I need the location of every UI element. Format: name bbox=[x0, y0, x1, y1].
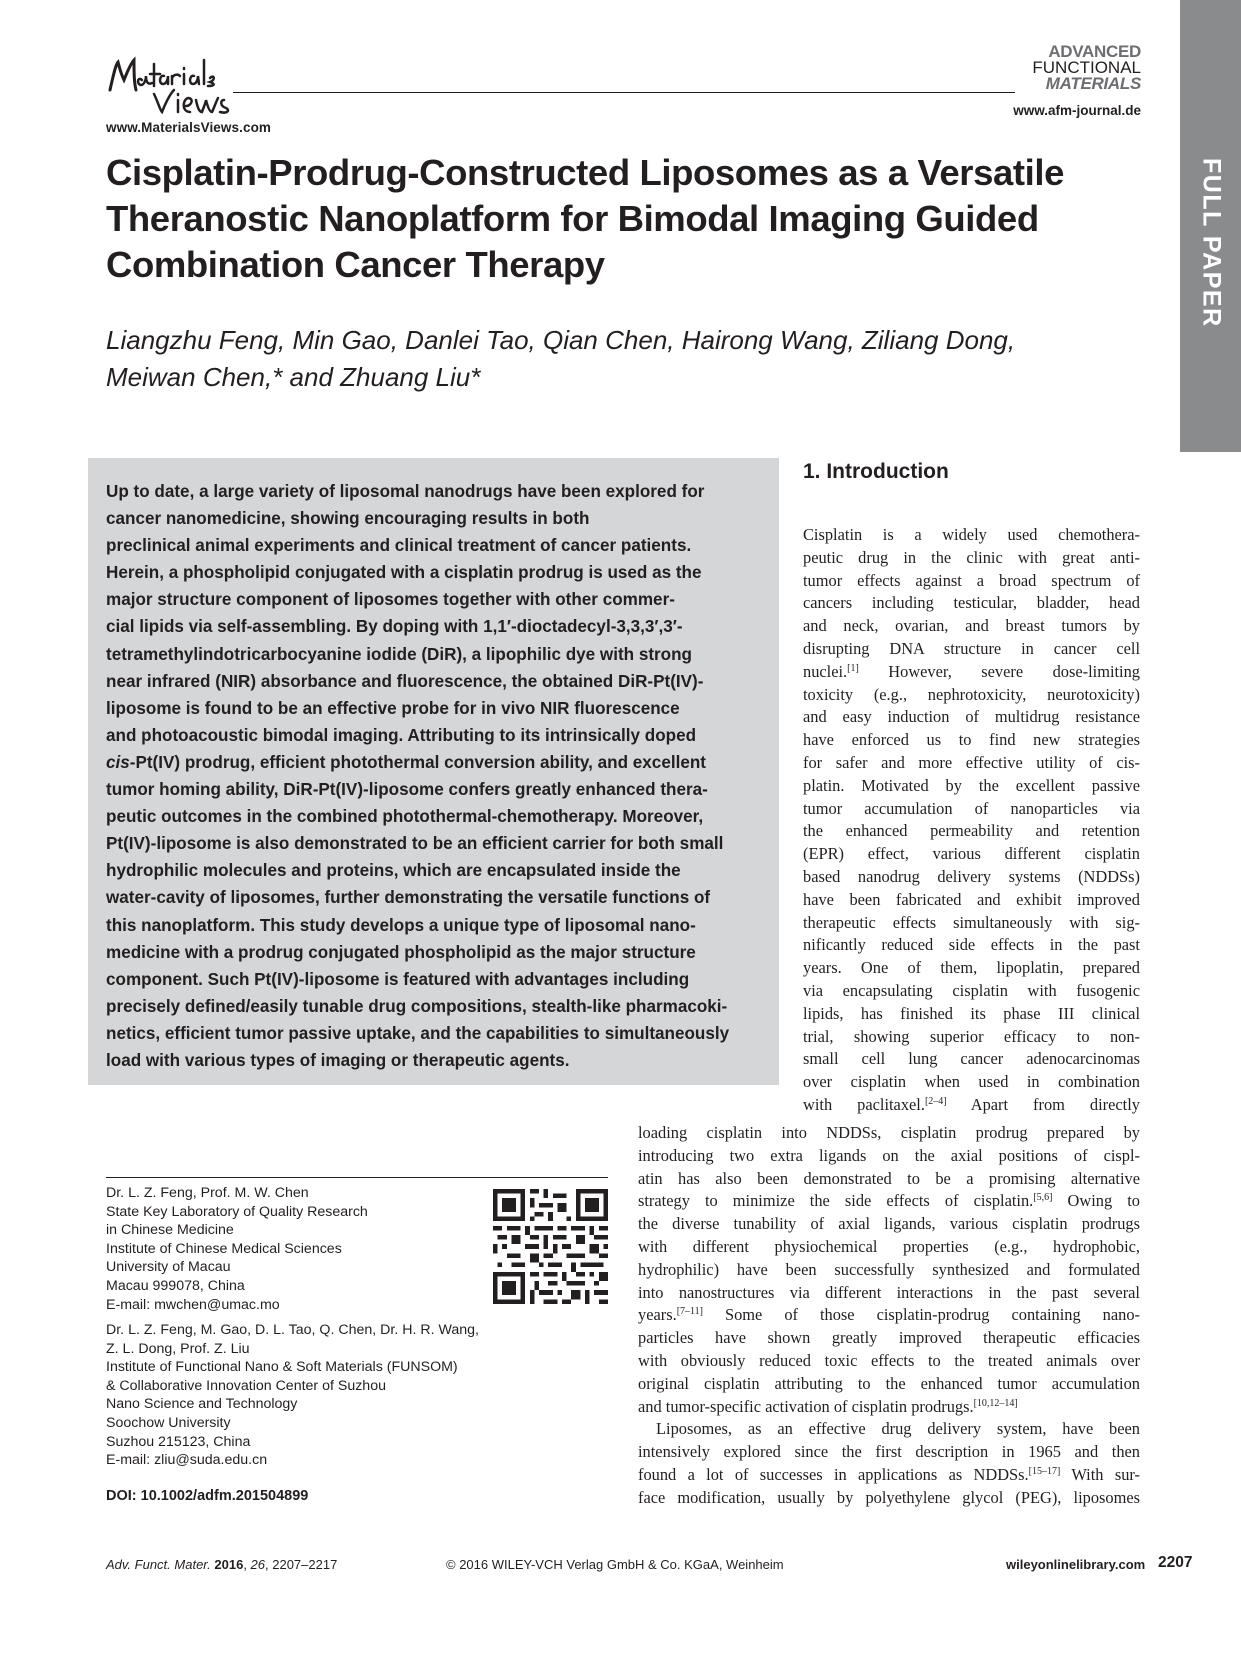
intro-line: disrupting DNA structure in cancer cell bbox=[803, 638, 1140, 658]
abstract-text bbox=[106, 478, 766, 1074]
affiliation-email[interactable]: E-mail: mwchen@umac.mo bbox=[106, 1296, 280, 1313]
abstract-line: and photoacoustic bimodal imaging. Attributing to its intrinsically doped bbox=[106, 725, 697, 745]
doi[interactable]: DOI: 10.1002/adfm.201504899 bbox=[106, 1488, 309, 1504]
introduction-wide-column bbox=[638, 1122, 1140, 1510]
qr-code[interactable] bbox=[493, 1189, 608, 1304]
intro-text: and tumor-specific activation of cisplatin prodrugs. bbox=[638, 1396, 974, 1416]
intro-line: with obviously reduced toxic effects to the treated animals over bbox=[638, 1350, 1140, 1370]
abstract-line: cis-Pt(IV) prodrug, efficient photothermal conversion ability, and excellent bbox=[106, 752, 706, 772]
affiliation-rule bbox=[106, 1177, 608, 1178]
affiliation-line: State Key Laboratory of Quality Research bbox=[106, 1203, 368, 1220]
section-tab-text: FULL PAPER bbox=[1197, 158, 1226, 328]
affiliation-line: Dr. L. Z. Feng, M. Gao, D. L. Tao, Q. Chen, Dr. H. R. Wang, bbox=[106, 1322, 479, 1338]
afm-logo bbox=[1032, 44, 1141, 92]
intro-line: loading cisplatin into NDDSs, cisplatin prodrug prepared by bbox=[638, 1123, 1140, 1142]
intro-text: Apart from directly bbox=[946, 1094, 1140, 1114]
intro-line: face modification, usually by polyethylene glycol (PEG), liposomes bbox=[638, 1487, 1140, 1507]
footer-site-link[interactable]: wileyonlinelibrary.com bbox=[1006, 1557, 1146, 1572]
intro-line: years. One of them, lipoplatin, prepared bbox=[803, 958, 1140, 978]
abstract-line: liposome is found to be an effective probe for in vivo NIR fluorescence bbox=[106, 698, 680, 718]
citation-ref[interactable]: [2–4] bbox=[924, 1095, 947, 1107]
abstract-line: medicine with a prodrug conjugated phospholipid as the major structure bbox=[106, 942, 696, 962]
intro-line: the enhanced permeability and retention bbox=[803, 821, 1140, 841]
citation-ref[interactable]: [5,6] bbox=[1033, 1192, 1053, 1204]
intro-line: introducing two extra ligands on the axial positions of cispl- bbox=[638, 1145, 1140, 1165]
footer-volume: 26 bbox=[250, 1557, 266, 1572]
footer-pages: , 2207–2217 bbox=[265, 1557, 338, 1572]
intro-line: nificantly reduced side effects in the past bbox=[803, 935, 1140, 955]
intro-line bbox=[638, 1464, 1140, 1487]
intro-text: However, severe dose-limiting bbox=[858, 661, 1140, 681]
intro-line bbox=[638, 1396, 1140, 1419]
intro-line: Liposomes, as an effective drug delivery system, have been bbox=[656, 1419, 1140, 1439]
intro-line: into nanostructures via different interactions in the past several bbox=[638, 1282, 1140, 1302]
abstract-line: precisely defined/easily tunable drug compositions, stealth-like pharmacoki- bbox=[106, 996, 728, 1016]
intro-line: with different physiochemical properties (e.g., hydrophobic, bbox=[638, 1236, 1140, 1256]
intro-text: Owing to bbox=[1052, 1191, 1140, 1211]
intro-line: peutic drug in the clinic with great anti- bbox=[803, 547, 1140, 567]
affiliation-line: Z. L. Dong, Prof. Z. Liu bbox=[106, 1340, 250, 1357]
intro-text: strategy to minimize the side effects of cisplatin. bbox=[638, 1191, 1034, 1211]
intro-text: With sur- bbox=[1060, 1464, 1140, 1484]
intro-line bbox=[638, 1190, 1140, 1213]
qr-code-icon bbox=[493, 1189, 608, 1304]
introduction-heading: 1. Introduction bbox=[803, 460, 949, 483]
abstract-line: load with various types of imaging or therapeutic agents. bbox=[106, 1050, 570, 1070]
citation-ref[interactable]: [1] bbox=[847, 662, 859, 674]
intro-line: have been fabricated and exhibit improved bbox=[803, 889, 1140, 909]
citation-ref[interactable]: [10,12–14] bbox=[973, 1397, 1018, 1409]
abstract-line: Herein, a phospholipid conjugated with a cisplatin prodrug is used as the bbox=[106, 563, 702, 583]
intro-line: the diverse tunability of axial ligands, various cisplatin prodrugs bbox=[638, 1214, 1140, 1234]
affiliation-line: Soochow University bbox=[106, 1414, 231, 1431]
affiliation-line: Nano Science and Technology bbox=[106, 1396, 298, 1413]
intro-line: cancers including testicular, bladder, head bbox=[803, 593, 1140, 613]
materials-views-logo-icon bbox=[106, 50, 256, 118]
intro-line: toxicity (e.g., nephrotoxicity, neurotoxicity) bbox=[803, 684, 1140, 704]
abstract-line: hydrophilic molecules and proteins, which are encapsulated inside the bbox=[106, 861, 681, 881]
abstract-line: peutic outcomes in the combined photothermal-chemotherapy. Moreover, bbox=[106, 807, 704, 827]
affiliation-email[interactable]: E-mail: zliu@suda.edu.cn bbox=[106, 1452, 268, 1469]
afm-logo-line2: FUNCTIONAL bbox=[1032, 58, 1141, 77]
intro-line: Cisplatin is a widely used chemothera- bbox=[803, 525, 1140, 544]
intro-line: original cisplatin attributing to the enhanced tumor accumulation bbox=[638, 1373, 1140, 1393]
citation-ref[interactable]: [15–17] bbox=[1028, 1465, 1061, 1477]
intro-line: (EPR) effect, various different cisplatin bbox=[803, 844, 1140, 864]
intro-line: and easy induction of multidrug resistance bbox=[803, 707, 1140, 727]
abstract-line: tetramethylindotricarbocyanine iodide (DiR), a lipophilic dye with strong bbox=[106, 644, 693, 664]
intro-text: years. bbox=[638, 1305, 677, 1325]
intro-line: lipids, has finished its phase III clinical bbox=[803, 1003, 1140, 1023]
footer-citation: Adv. Funct. Mater. 2016, 26, 2207–2217 bbox=[106, 1557, 338, 1572]
affiliation-line: Suzhou 215123, China bbox=[106, 1433, 251, 1450]
intro-text: with paclitaxel. bbox=[803, 1094, 925, 1114]
affiliation-line: & Collaborative Innovation Center of Suzhou bbox=[106, 1377, 386, 1394]
affiliation-line: Macau 999078, China bbox=[106, 1277, 245, 1294]
intro-line: small cell lung cancer adenocarcinomas bbox=[803, 1049, 1140, 1069]
intro-line: based nanodrug delivery systems (NDDSs) bbox=[803, 866, 1140, 886]
intro-line: have enforced us to find new strategies bbox=[803, 730, 1140, 750]
footer-copyright: © 2016 WILEY-VCH Verlag GmbH & Co. KGaA, Weinheim bbox=[446, 1557, 784, 1572]
abstract-line: cial lipids via self-assembling. By doping with 1,1′-dioctadecyl-3,3,3′,3′- bbox=[106, 617, 683, 637]
intro-line: atin has also been demonstrated to be a promising alternative bbox=[638, 1168, 1140, 1188]
intro-line bbox=[803, 1094, 1140, 1117]
afm-journal-url[interactable]: www.afm-journal.de bbox=[1013, 103, 1141, 118]
intro-line: particles have shown greatly improved therapeutic efficacies bbox=[638, 1328, 1140, 1348]
abstract-line: Up to date, a large variety of liposomal nanodrugs have been explored for bbox=[106, 482, 705, 501]
intro-line: tumor accumulation of nanoparticles via bbox=[803, 798, 1140, 818]
materialsviews-url[interactable]: www.MaterialsViews.com bbox=[106, 120, 272, 135]
afm-logo-line1: ADVANCED bbox=[1048, 42, 1141, 61]
intro-line bbox=[803, 661, 1140, 684]
footer-year: 2016 bbox=[214, 1557, 244, 1572]
affiliation-line: in Chinese Medicine bbox=[106, 1222, 234, 1239]
abstract-line: Pt(IV)-liposome is also demonstrated to be an efficient carrier for both small bbox=[106, 834, 724, 854]
abstract-line: component. Such Pt(IV)-liposome is featured with advantages including bbox=[106, 969, 690, 989]
intro-line: platin. Motivated by the excellent passive bbox=[803, 775, 1140, 795]
abstract-line: preclinical animal experiments and clinical treatment of cancer patients. bbox=[106, 536, 692, 556]
abstract-line: near infrared (NIR) absorbance and fluorescence, the obtained DiR-Pt(IV)- bbox=[106, 671, 704, 691]
intro-text: found a lot of successes in applications as NDDSs. bbox=[638, 1464, 1029, 1484]
affiliation-line: Institute of Chinese Medical Sciences bbox=[106, 1240, 342, 1257]
affiliation-line: Dr. L. Z. Feng, Prof. M. W. Chen bbox=[106, 1185, 309, 1201]
footer-journal-name: Adv. Funct. Mater. bbox=[106, 1557, 211, 1572]
intro-line: hydrophilic) have been successfully synthesized and formulated bbox=[638, 1259, 1140, 1279]
page-number: 2207 bbox=[1158, 1554, 1193, 1571]
abstract-line: cancer nanomedicine, showing encouraging results in both bbox=[106, 509, 590, 529]
intro-line: and neck, ovarian, and breast tumors by bbox=[803, 616, 1140, 636]
intro-line: therapeutic effects simultaneously with sig- bbox=[803, 912, 1140, 932]
intro-line: intensively explored since the first description in 1965 and then bbox=[638, 1442, 1140, 1462]
author-list bbox=[106, 322, 1106, 396]
section-tab-label bbox=[1186, 158, 1236, 338]
abstract-line: netics, efficient tumor passive uptake, and the capabilities to simultaneously bbox=[106, 1023, 730, 1043]
intro-line: tumor effects against a broad spectrum of bbox=[803, 570, 1140, 590]
affiliation-block-2 bbox=[106, 1321, 546, 1470]
intro-line bbox=[638, 1304, 1140, 1327]
intro-text: nuclei. bbox=[803, 661, 848, 681]
header-rule bbox=[233, 92, 1015, 93]
abstract-line: major structure component of liposomes together with other commer- bbox=[106, 590, 675, 610]
author-line-2: Meiwan Chen,* and Zhuang Liu* bbox=[106, 362, 481, 392]
italic-prefix: cis bbox=[106, 752, 130, 772]
intro-line: for safer and more effective utility of cis- bbox=[803, 752, 1140, 772]
affiliation-line: University of Macau bbox=[106, 1259, 231, 1276]
intro-text: Some of those cisplatin-prodrug containing nano- bbox=[702, 1305, 1140, 1325]
affiliation-block-1 bbox=[106, 1184, 546, 1314]
intro-line: via encapsulating cisplatin with fusogenic bbox=[803, 980, 1140, 1000]
materials-views-logo bbox=[106, 50, 256, 118]
abstract-line: this nanoplatform. This study develops a unique type of liposomal nano- bbox=[106, 915, 696, 935]
citation-ref[interactable]: [7–11] bbox=[676, 1306, 703, 1318]
intro-line: over cisplatin when used in combination bbox=[803, 1072, 1140, 1092]
author-line-1: Liangzhu Feng, Min Gao, Danlei Tao, Qian Chen, Hairong Wang, Ziliang Dong, bbox=[106, 325, 1016, 355]
article-title: Cisplatin-Prodrug-Constructed Liposomes as a Versatile Theranostic Nanoplatform for Bimodal Imaging Guided Combination Cancer Therapy bbox=[106, 152, 1065, 285]
abstract-line: tumor homing ability, DiR-Pt(IV)-liposome confers greatly enhanced thera- bbox=[106, 780, 708, 800]
abstract-line: water-cavity of liposomes, further demonstrating the versatile functions of bbox=[106, 888, 711, 908]
introduction-column bbox=[803, 524, 1140, 1117]
afm-logo-line3: MATERIALS bbox=[1045, 74, 1141, 93]
intro-line: trial, showing superior efficacy to non- bbox=[803, 1026, 1140, 1046]
affiliation-line: Institute of Functional Nano & Soft Materials (FUNSOM) bbox=[106, 1359, 458, 1376]
